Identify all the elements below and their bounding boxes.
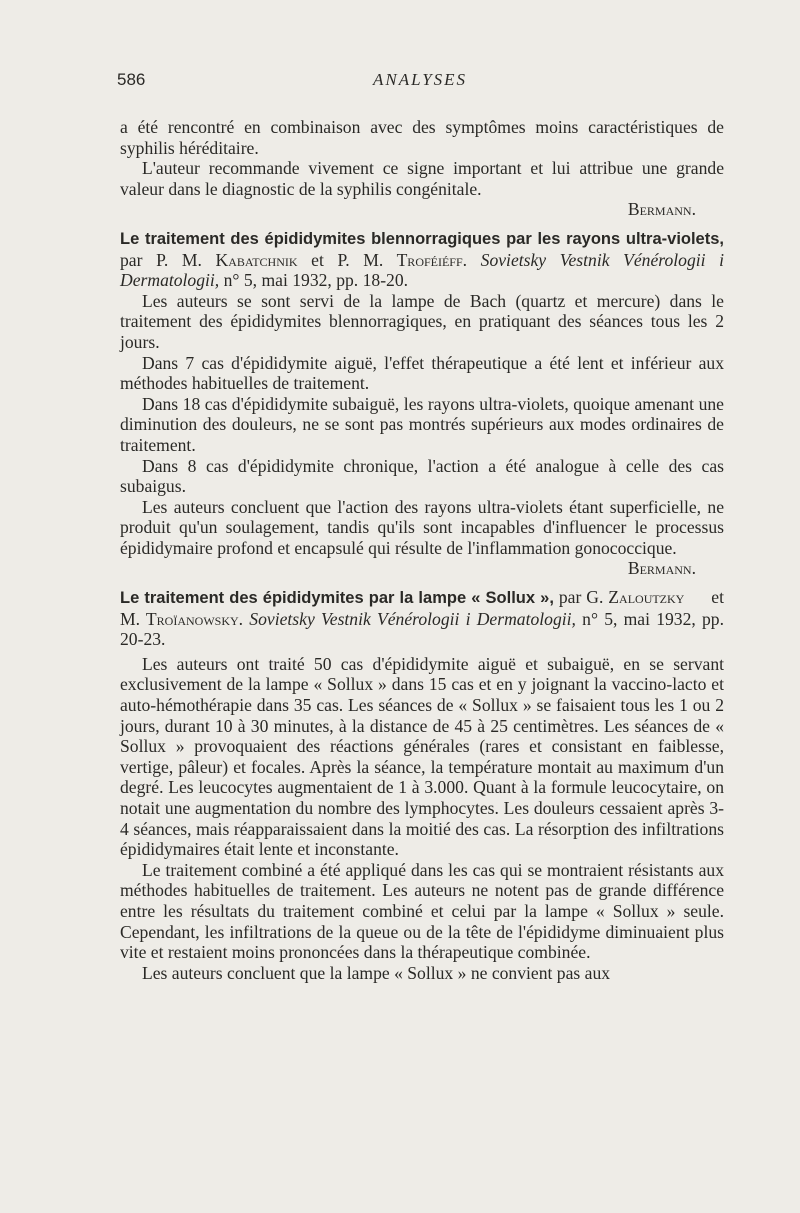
journal-name: Sovietsky Vestnik Vénérologii i Dermatologii, <box>249 608 576 629</box>
article-heading <box>120 587 724 650</box>
paragraph: Le traitement combiné a été appliqué dans les cas qui se montraient résistants aux méthodes habituelles de traitement. Les auteurs ne notent pas de grande différence entre les résultats du traitement combiné et celui par la lampe « Sollux » seule. Cependant, les infiltrations de la queue ou de la tête de l'épididyme diminuaient plus vite et restaient moins prononcées dans la thérapeutique combinée. <box>120 859 724 963</box>
reviewer-signature: Bermann. <box>627 199 696 220</box>
article-title: Le traitement des épididymites blennorragiques par les rayons ultra-violets, <box>120 229 724 248</box>
reference: n° 5, mai 1932, pp. 20-23. <box>120 608 724 650</box>
paragraph: L'auteur recommande vivement ce signe important et lui attribue une grande valeur dans le diagnostic de la syphilis congénitale. <box>120 158 724 199</box>
author: P. M. Kabatchnik <box>156 249 298 270</box>
article-title: Le traitement des épididymites par la lampe « Sollux », <box>120 589 554 608</box>
reference: n° 5, mai 1932, pp. 18-20. <box>223 270 409 291</box>
paragraph: Les auteurs se sont servi de la lampe de Bach (quartz et mercure) dans le traitement des épididymites blennorragiques, en pratiquant des séances tous les 2 jours. <box>120 290 724 352</box>
paragraph: Les auteurs concluent que la lampe « Sollux » ne convient pas aux <box>142 962 611 983</box>
page-number: 586 <box>117 70 146 89</box>
continued-paragraph: a été rencontré en combinaison avec des symptômes moins caractéristiques de syphilis héréditaire. <box>120 117 724 158</box>
paragraph: Dans 8 cas d'épididymite chronique, l'action a été analogue à celle des cas subaigus. <box>120 455 724 497</box>
and-word: et <box>711 587 724 608</box>
body-text <box>120 117 724 983</box>
paragraph-text: Les auteurs concluent que l'action des rayons ultra-violets étant superficielle, ne produit qu'un soulagement, tandis qu'ils sont incapables d'influencer le processus épididymaire profond et encapsulé qui résulte de l'inflammation gonococcique. <box>120 496 724 558</box>
article-heading <box>120 228 724 291</box>
paragraph: Dans 7 cas d'épididymite aiguë, l'effet thérapeutique a été lent et inférieur aux méthodes habituelles de traitement. <box>120 352 724 394</box>
journal-name: Sovietsky Vestnik Vénérologii i Dermatologii, <box>120 249 724 291</box>
paragraph: Les auteurs ont traité 50 cas d'épididymite aiguë et subaiguë, en se servant exclusivement de la lampe « Sollux » dans 15 cas et en y joignant la vaccino-lacto et auto-hémothérapie dans 35 cas. Les séances de « Sollux » se faisaient tous les 1 ou 2 jours, durant 10 à 30 minutes, à la distance de 45 à 25 centimètres. Les séances de « Sollux » provoquaient des réactions générales (rares et consistant en faiblesse, vertige, pâleur) et focales. Après la séance, la température montait au maximum d'un degré. Les leucocytes augmentaient de 1 à 3.000. Quant à la formule leucocytaire, on notait une augmentation du nombre des lymphocytes. Les douleurs cessaient après 3-4 séances, mais réapparaissaient dans la moitié des cas. La résorption des infiltrations épididymaires était lente et inconstante. <box>120 653 724 860</box>
author: G. Zaloutzky <box>586 587 685 608</box>
page-header <box>117 70 723 94</box>
reviewer-signature: Bermann. <box>627 558 696 579</box>
author: M. Troïanowsky. <box>120 608 244 629</box>
author: P. M. Troféiéff. <box>337 249 468 270</box>
paragraph: Dans 18 cas d'épididymite subaiguë, les rayons ultra-violets, quoique amenant une diminution des douleurs, ne se sont pas montrés supérieurs aux modes ordinaires de traitement. <box>120 393 724 455</box>
by-word: par <box>558 587 582 608</box>
and-word: et <box>311 249 324 270</box>
paragraph <box>120 497 724 579</box>
by-word: par <box>120 249 143 270</box>
running-title: ANALYSES <box>372 70 468 89</box>
